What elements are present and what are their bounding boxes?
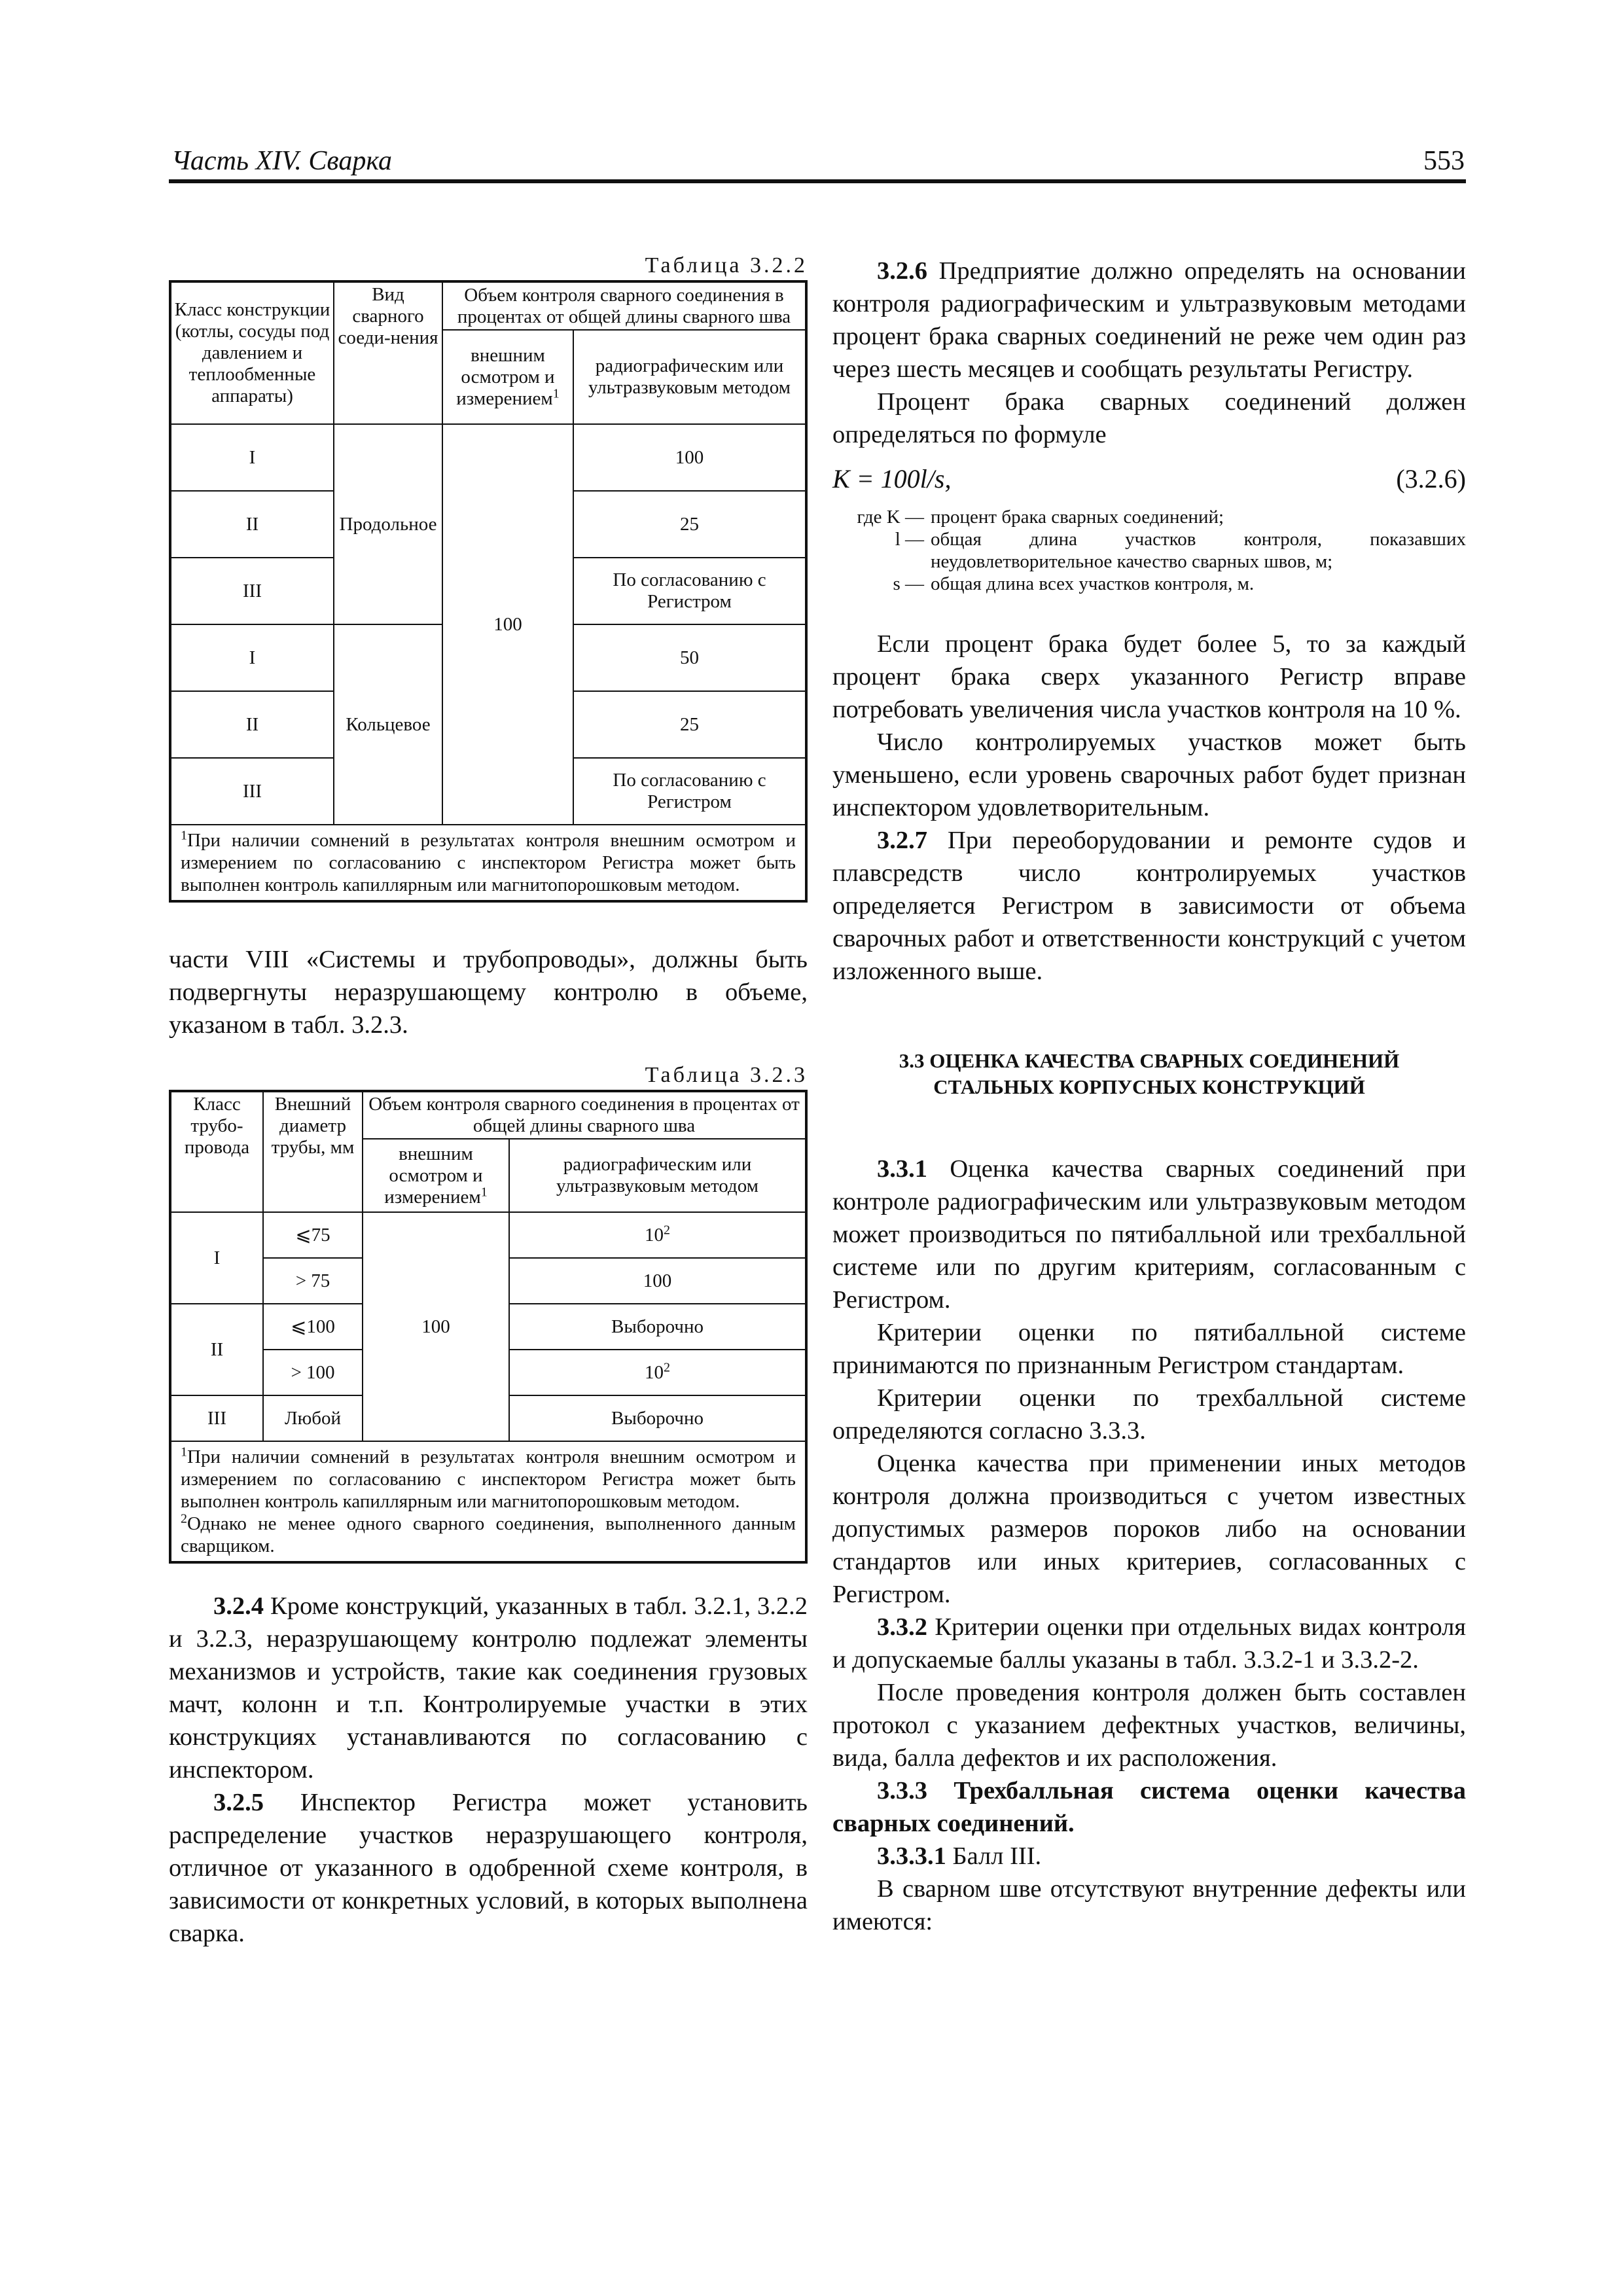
t323-header-visual: внешним осмотром и измерением$^1$ (363, 1139, 509, 1212)
paragraph-3-3-3-1: 3.3.3.1 Балл III. (877, 1842, 1042, 1870)
t322-cell-class: III (170, 758, 334, 825)
t323-cell-radio: 100 (509, 1258, 806, 1304)
legend-key: где K — (857, 507, 924, 528)
t322-header-radio: радиографическим или ультразвуковым методом (573, 330, 806, 424)
right-column (832, 255, 1466, 1938)
paragraph-3-2-7: 3.2.7 При переоборудовании и ремонте судов и плавсредств число контролируемых участков определяется Регистром в зависимости от объема сварочных работ и ответственности конструкций с учетом изложенного выше. (832, 827, 1466, 985)
section-heading (832, 1048, 1466, 1100)
table-322 (169, 280, 808, 903)
legend-desc: общая длина всех участков контроля, м. (931, 573, 1255, 594)
t322-header-class: Класс конструкции (котлы, сосуды под давлением и теплообменные аппараты) (170, 281, 334, 424)
section-heading-line: СТАЛЬНЫХ КОРПУСНЫХ КОНСТРУКЦИЙ (933, 1075, 1365, 1098)
page-number: 553 (1423, 146, 1465, 176)
paragraph: Процент брака сварных соединений должен определяться по формуле (832, 388, 1466, 448)
t322-cell-radio: 50 (573, 624, 806, 691)
t322-cell-class: II (170, 491, 334, 558)
paragraph: части VIII «Системы и трубопроводы», должны быть подвергнуты неразрушающему контролю в объеме, указаном в табл. 3.2.3. (169, 946, 808, 1039)
t323-cell-diameter: > 75 (263, 1258, 363, 1304)
t323-cell-class: II (170, 1304, 263, 1395)
paragraph-3-2-5: 3.2.5 Инспектор Регистра может установить распределение участков неразрушающего контроля, отличное от указанного в одобренной схеме контроля, в зависимости от конкретных условий, в которых выполнена сварка. (169, 1789, 808, 1947)
paragraph-3-3-3: 3.3.3 Трехбалльная система оценки качества сварных соединений. (832, 1777, 1466, 1837)
paragraph: Если процент брака будет более 5, то за каждый процент брака сверх указанного Регистр вправе потребовать увеличения числа участков контроля на 10 %. (832, 630, 1466, 723)
t323-cell-diameter: ⩽75 (263, 1212, 363, 1258)
paragraph: В сварном шве отсутствуют внутренние дефекты или имеются: (832, 1875, 1466, 1935)
t323-cell-class: I (170, 1212, 263, 1304)
header-title: Часть XIV. Сварка (171, 146, 392, 176)
paragraph-3-3-2: 3.3.2 Критерии оценки при отдельных видах контроля и допускаемые баллы указаны в табл. 3.3.2-1 и 3.3.2-2. (832, 1613, 1466, 1674)
paragraph: Критерии оценки по трехбалльной системе определяются согласно 3.3.3. (832, 1384, 1466, 1444)
t322-cell-class: I (170, 424, 334, 491)
t322-cell-radio: По согласованию с Регистром (573, 558, 806, 624)
t323-cell-visual: 100 (363, 1212, 509, 1441)
paragraph: После проведения контроля должен быть составлен протокол с указанием дефектных участков, величины, вида, балла дефектов и их расположения. (832, 1679, 1466, 1772)
t322-cell-class: III (170, 558, 334, 624)
t322-cell-visual: 100 (442, 424, 573, 825)
paragraph: Критерии оценки по пятибалльной системе принимаются по признанным Регистром стандартам. (832, 1319, 1466, 1379)
formula-expression: K = 100l/s, (832, 464, 952, 493)
t323-cell-radio: Выборочно (509, 1395, 806, 1441)
table-322-caption: Таблица 3.2.2 (645, 253, 808, 278)
t323-cell-diameter: ⩽100 (263, 1304, 363, 1350)
t323-footnotes (170, 1441, 806, 1562)
t323-cell-class: III (170, 1395, 263, 1441)
t322-header-volume: Объем контроля сварного соединения в процентах от общей длины сварного шва (442, 281, 806, 330)
t322-header-type: Вид сварного соеди-нения (334, 281, 442, 424)
t322-cell-class: II (170, 691, 334, 758)
paragraph-3-3-1: 3.3.1 Оценка качества сварных соединений при контроле радиографическим или ультразвуковым методом может производиться по пятибалльной или трехбалльной системе или по другим критериям, согласованным с Регистром. (832, 1155, 1466, 1314)
legend-key: s — (893, 573, 924, 594)
t323-cell-diameter: Любой (263, 1395, 363, 1441)
paragraph: Число контролируемых участков может быть уменьшено, если уровень сварочных работ будет признан инспектором удовлетворительным. (832, 728, 1466, 821)
t322-cell-class: I (170, 624, 334, 691)
legend-desc: процент брака сварных соединений; (931, 507, 1224, 528)
table-323-caption: Таблица 3.2.3 (645, 1063, 808, 1087)
paragraph: Оценка качества при применении иных методов контроля должна производиться с учетом известных допустимых размеров пороков либо на основании стандартов или иных критериев, согласованных с Регистром. (832, 1450, 1466, 1608)
t322-cell-radio: 25 (573, 491, 806, 558)
running-header (169, 143, 1466, 183)
t323-header-volume: Объем контроля сварного соединения в процентах от общей длины сварного шва (363, 1091, 806, 1139)
t323-footnote-1: $^1$При наличии сомнений в результатах контроля внешним осмотром и измерением по согласованию с инспектором Регистра может быть выполнен контроль капиллярным или магнитопорошковым методом. (181, 1444, 796, 1512)
t322-cell-type: Кольцевое (334, 624, 442, 825)
t322-header-visual: внешним осмотром и измерением$^1$ (442, 330, 573, 424)
t323-footnote-2: $^2$Однако не менее одного сварного соединения, выполненного данным сварщиком. (181, 1511, 796, 1556)
formula-number: (3.2.6) (1396, 464, 1466, 493)
t322-cell-radio: 25 (573, 691, 806, 758)
t323-header-diameter: Внешний диаметр трубы, мм (263, 1091, 363, 1212)
t322-cell-radio: По согласованию с Регистром (573, 758, 806, 825)
t323-cell-radio: $10^2$ (509, 1212, 806, 1258)
paragraph-3-2-4: 3.2.4 Кроме конструкций, указанных в табл. 3.2.1, 3.2.2 и 3.2.3, неразрушающему контролю подлежат элементы механизмов и устройств, такие как соединения грузовых мачт, колонн и т.п. Контролируемые участки в этих конструкциях устанавливаются по согласованию с инспектором. (169, 1592, 808, 1784)
formula (832, 463, 1466, 495)
formula-legend (832, 506, 1466, 595)
legend-desc: общая длина участков контроля, показавших неудовлетворительное качество сварных швов, м; (931, 529, 1466, 572)
paragraph-3-2-6: 3.2.6 Предприятие должно определять на основании контроля радиографическим и ультразвуковым методами процент брака сварных соединений не реже чем один раз через шесть месяцев и сообщать результаты Регистру. (832, 257, 1466, 383)
t323-header-radio: радиографическим или ультразвуковым методом (509, 1139, 806, 1212)
section-heading-line: 3.3 ОЦЕНКА КАЧЕСТВА СВАРНЫХ СОЕДИНЕНИЙ (899, 1049, 1400, 1072)
t323-cell-radio: Выборочно (509, 1304, 806, 1350)
t323-header-class: Класс трубо-провода (170, 1091, 263, 1212)
left-column (169, 251, 808, 1950)
t322-footnote: $^1$При наличии сомнений в результатах контроля внешним осмотром и измерением по согласованию с инспектором Регистра может быть выполнен контроль капиллярным или магнитопорошковым методом. (170, 825, 806, 901)
t323-cell-diameter: > 100 (263, 1350, 363, 1395)
t322-cell-type: Продольное (334, 424, 442, 624)
t322-cell-radio: 100 (573, 424, 806, 491)
table-323 (169, 1090, 808, 1564)
legend-key: l — (895, 529, 924, 550)
t323-cell-radio: $10^2$ (509, 1350, 806, 1395)
